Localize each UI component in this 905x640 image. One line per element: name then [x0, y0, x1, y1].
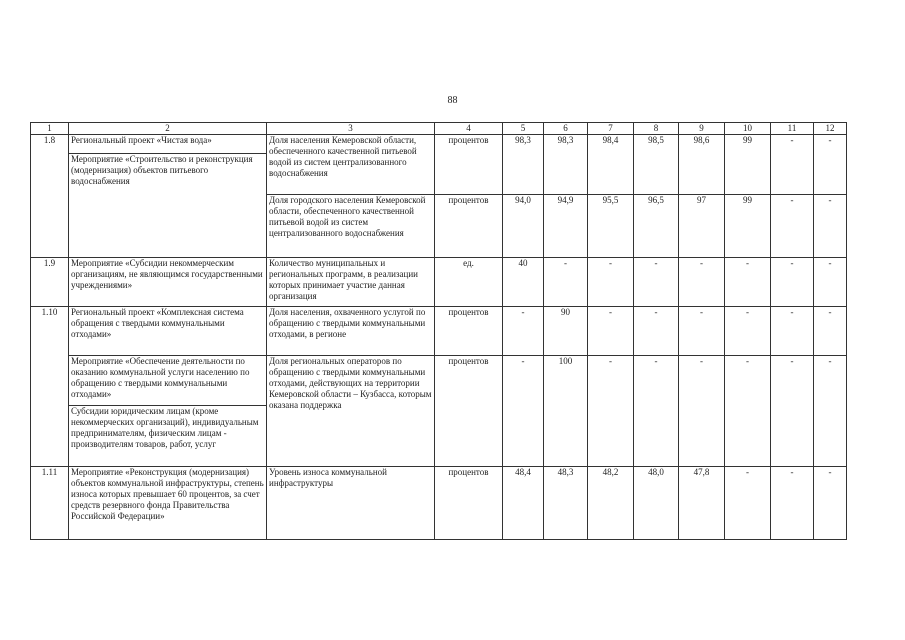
- value-cell: 48,4: [503, 467, 544, 540]
- value-cell: -: [814, 467, 847, 540]
- value-cell: -: [679, 356, 725, 467]
- header-cell: 4: [435, 123, 503, 135]
- value-cell: -: [725, 356, 771, 467]
- indicator-name: Уровень износа коммунальной инфраструктуры: [267, 467, 435, 540]
- value-cell: 94,9: [544, 195, 588, 258]
- header-cell: 11: [771, 123, 814, 135]
- project-cell: Региональный проект «Комплексная система обращения с твердыми коммунальными отходами»: [69, 307, 267, 356]
- value-cell: -: [814, 258, 847, 307]
- indicators-table: [30, 122, 847, 540]
- value-cell: -: [771, 307, 814, 356]
- header-cell: 2: [69, 123, 267, 135]
- value-cell: -: [771, 356, 814, 467]
- unit-cell: процентов: [435, 356, 503, 467]
- header-cell: 9: [679, 123, 725, 135]
- value-cell: 96,5: [634, 195, 679, 258]
- value-cell: -: [679, 258, 725, 307]
- value-cell: 95,5: [588, 195, 634, 258]
- indicator-name: Доля населения Кемеровской области, обеспеченного качественной питьевой водой из систем централизованного водоснабжения: [267, 135, 435, 195]
- value-cell: -: [814, 356, 847, 467]
- value-cell: 47,8: [679, 467, 725, 540]
- value-cell: -: [544, 258, 588, 307]
- value-cell: 48,2: [588, 467, 634, 540]
- unit-cell: процентов: [435, 467, 503, 540]
- project-cell: Региональный проект «Чистая вода»: [69, 135, 267, 154]
- value-cell: -: [771, 258, 814, 307]
- row-number: 1.9: [31, 258, 69, 307]
- table-row: [31, 135, 847, 154]
- event-cell: Мероприятие «Субсидии некоммерческим организациям, не являющимся государственными учреждениями»: [69, 258, 267, 307]
- value-cell: 98,3: [544, 135, 588, 195]
- table-row: [31, 467, 847, 540]
- header-cell: 5: [503, 123, 544, 135]
- event-cell: Субсидии юридическим лицам (кроме некоммерческих организаций), индивидуальным предпринимателям, физическим лицам - производителям товаров, работ, услуг: [69, 406, 267, 467]
- row-number: 1.11: [31, 467, 69, 540]
- value-cell: 100: [544, 356, 588, 467]
- unit-cell: процентов: [435, 195, 503, 258]
- value-cell: 99: [725, 135, 771, 195]
- value-cell: 90: [544, 307, 588, 356]
- header-cell: 12: [814, 123, 847, 135]
- header-cell: 1: [31, 123, 69, 135]
- value-cell: 40: [503, 258, 544, 307]
- value-cell: -: [679, 307, 725, 356]
- header-row: [31, 123, 847, 135]
- value-cell: -: [771, 135, 814, 195]
- indicator-name: Доля городского населения Кемеровской области, обеспеченного качественной питьевой водой из систем централизованного водоснабжения: [267, 195, 435, 258]
- value-cell: -: [634, 307, 679, 356]
- event-cell: Мероприятие «Строительство и реконструкция (модернизация) объектов питьевого водоснабжения: [69, 154, 267, 258]
- value-cell: -: [725, 307, 771, 356]
- table-row: [31, 258, 847, 307]
- value-cell: 94,0: [503, 195, 544, 258]
- unit-cell: процентов: [435, 307, 503, 356]
- header-cell: 7: [588, 123, 634, 135]
- unit-cell: ед.: [435, 258, 503, 307]
- indicator-name: Доля населения, охваченного услугой по обращению с твердыми коммунальными отходами, в регионе: [267, 307, 435, 356]
- row-number: 1.8: [31, 135, 69, 258]
- value-cell: 99: [725, 195, 771, 258]
- value-cell: -: [771, 195, 814, 258]
- value-cell: 98,4: [588, 135, 634, 195]
- table-row: [31, 356, 847, 406]
- value-cell: -: [588, 258, 634, 307]
- header-cell: 10: [725, 123, 771, 135]
- value-cell: -: [814, 195, 847, 258]
- value-cell: -: [503, 356, 544, 467]
- value-cell: -: [725, 467, 771, 540]
- value-cell: -: [634, 356, 679, 467]
- header-cell: 8: [634, 123, 679, 135]
- unit-cell: процентов: [435, 135, 503, 195]
- value-cell: -: [588, 356, 634, 467]
- value-cell: 48,3: [544, 467, 588, 540]
- value-cell: -: [814, 135, 847, 195]
- header-cell: 6: [544, 123, 588, 135]
- page-number: 88: [447, 95, 458, 106]
- value-cell: -: [814, 307, 847, 356]
- indicator-name: Доля региональных операторов по обращению с твердыми коммунальными отходами, действующих на территории Кемеровской области – Кузбасса, которым оказана поддержка: [267, 356, 435, 467]
- row-number: 1.10: [31, 307, 69, 467]
- value-cell: 98,6: [679, 135, 725, 195]
- value-cell: 98,3: [503, 135, 544, 195]
- value-cell: 98,5: [634, 135, 679, 195]
- value-cell: -: [771, 467, 814, 540]
- value-cell: -: [503, 307, 544, 356]
- value-cell: -: [634, 258, 679, 307]
- value-cell: 97: [679, 195, 725, 258]
- value-cell: -: [725, 258, 771, 307]
- header-cell: 3: [267, 123, 435, 135]
- event-cell: Мероприятие «Обеспечение деятельности по оказанию коммунальной услуги населению по обращению с твердыми коммунальными отходами»: [69, 356, 267, 406]
- value-cell: -: [588, 307, 634, 356]
- event-cell: Мероприятие «Реконструкция (модернизация) объектов коммунальной инфраструктуры, степень износа которых превышает 60 процентов, за счет средств резервного фонда Правительства Российской Федерации»: [69, 467, 267, 540]
- indicator-name: Количество муниципальных и региональных программ, в реализации которых принимает участие данная организация: [267, 258, 435, 307]
- value-cell: 48,0: [634, 467, 679, 540]
- table-row: [31, 307, 847, 356]
